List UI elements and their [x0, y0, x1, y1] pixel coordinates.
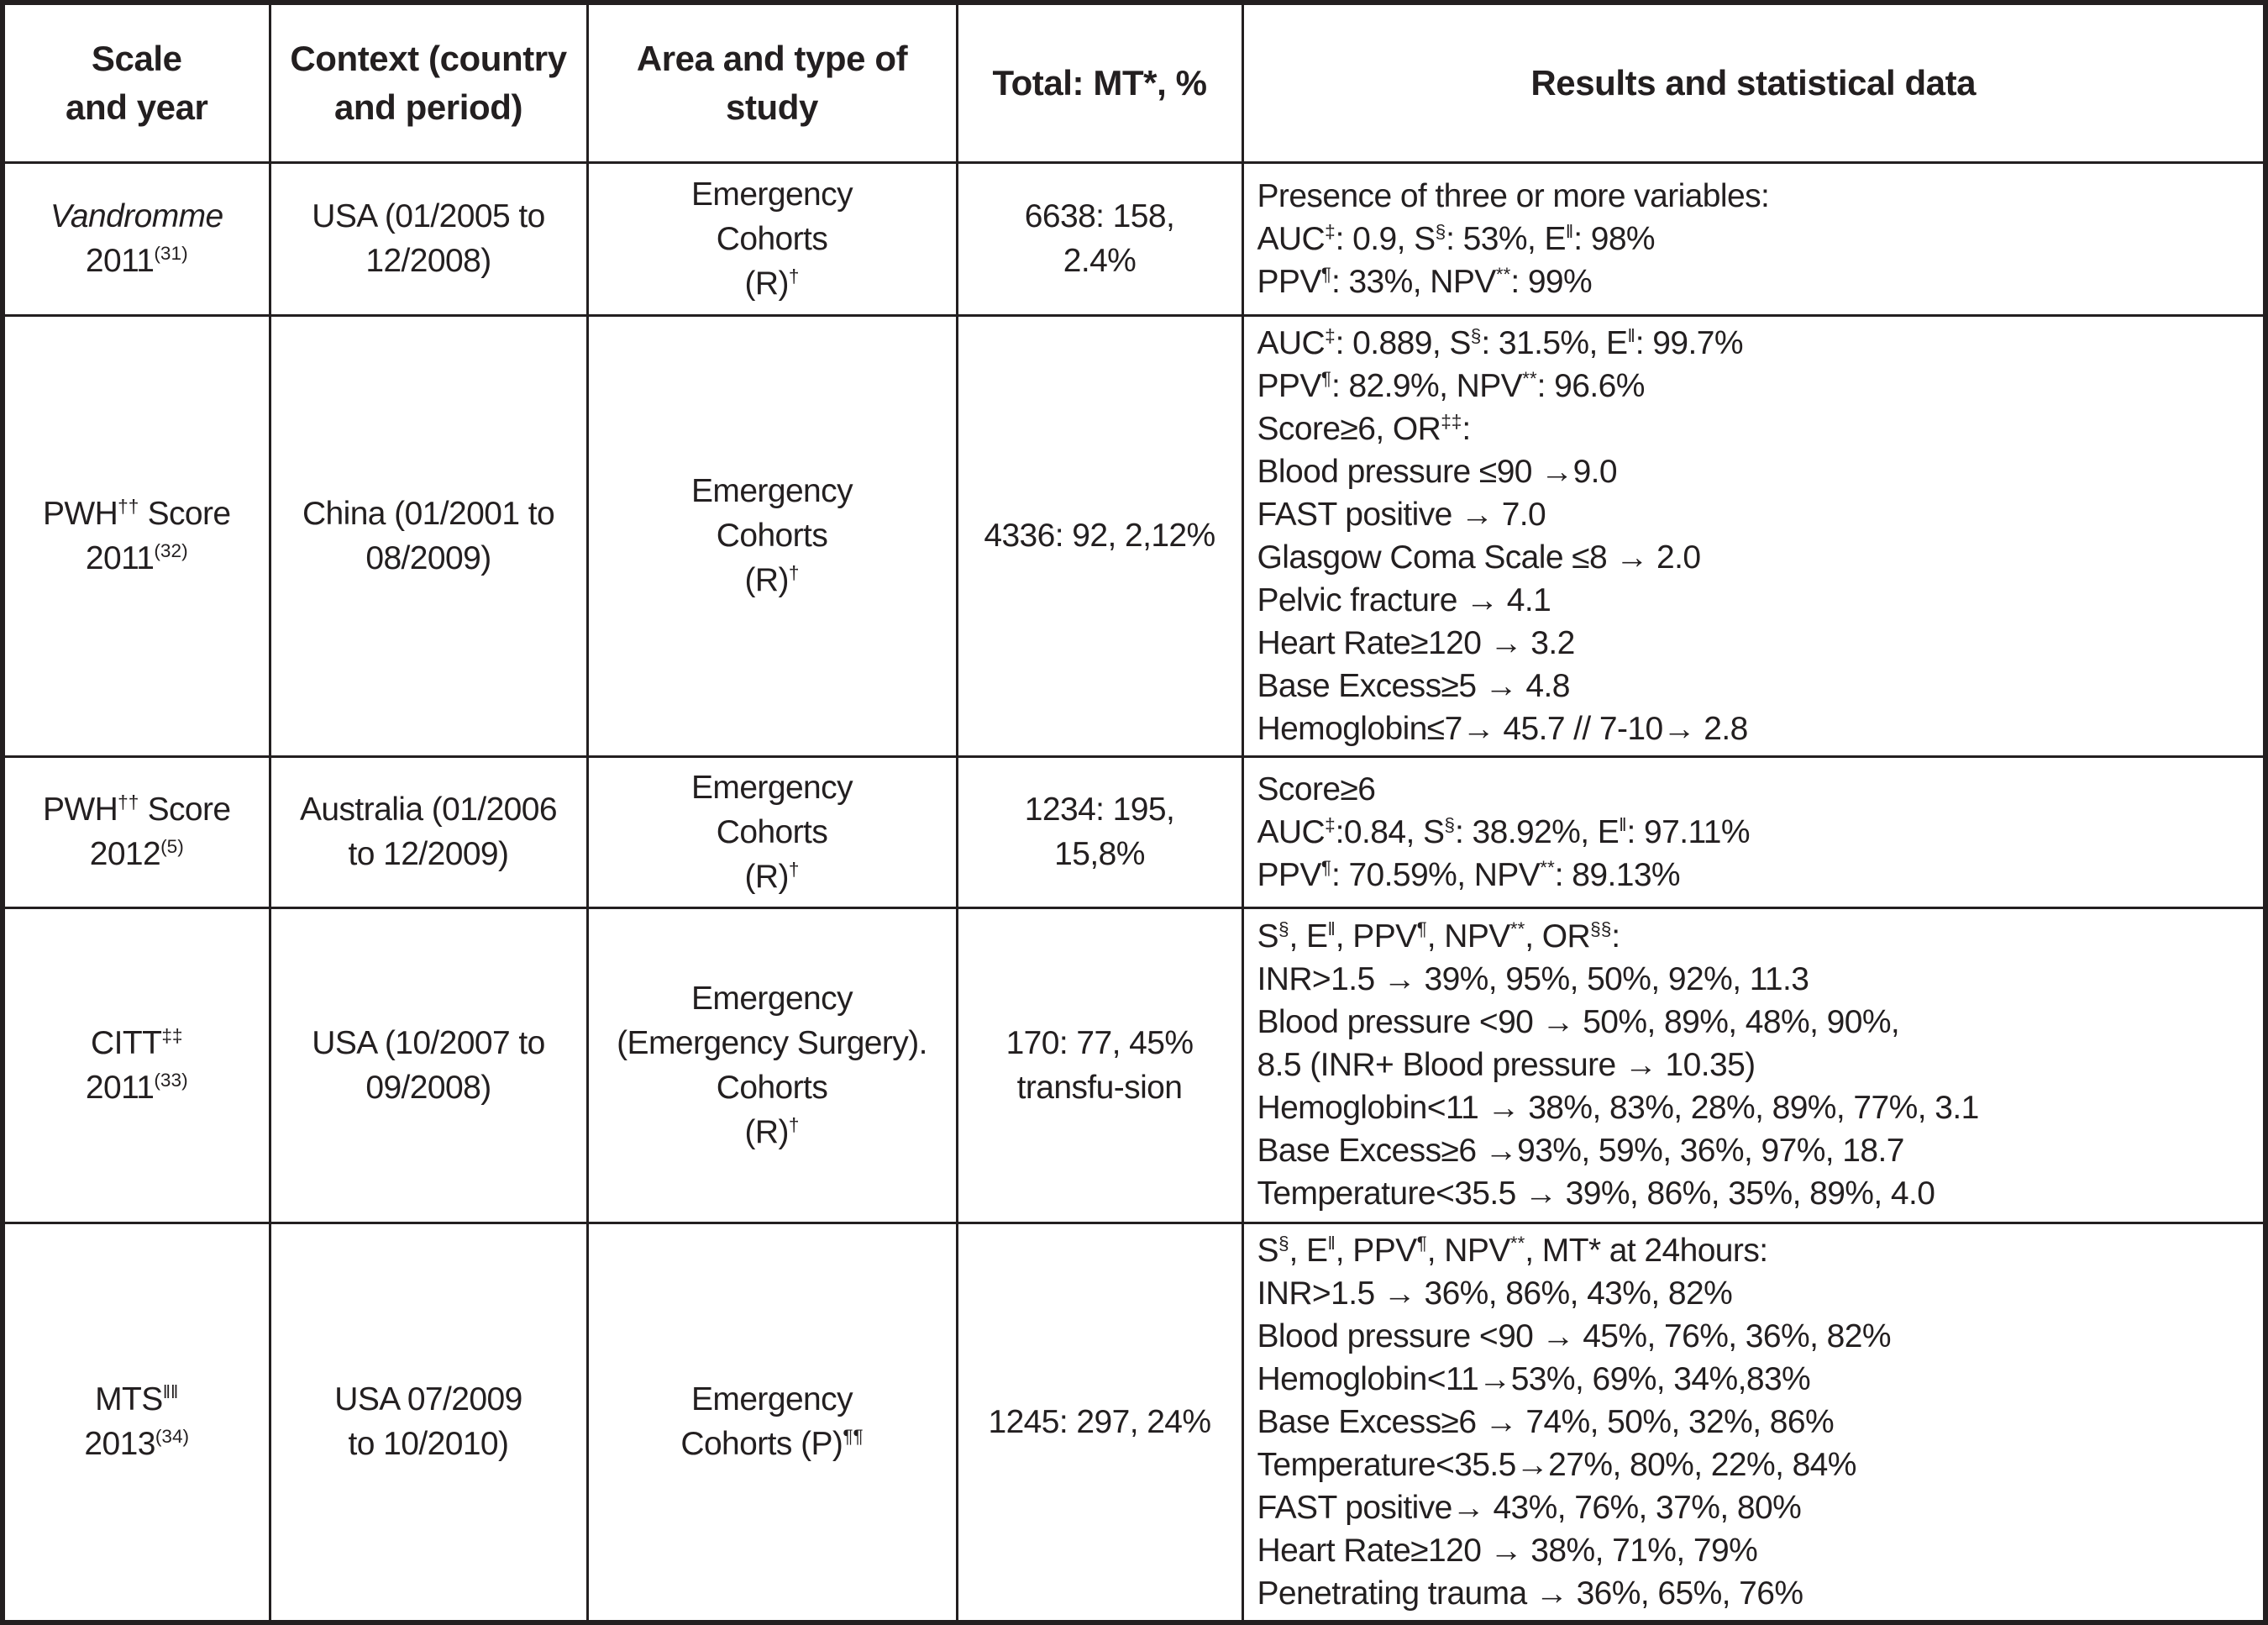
text-line: 09/2008): [365, 1069, 491, 1106]
text-line: PPV¶: 82.9%, NPV**: 96.6%: [1257, 367, 1645, 404]
text-line: Emergency: [691, 1381, 853, 1417]
text-line: Emergency: [691, 980, 853, 1017]
text-line: Pelvic fracture → 4.1: [1257, 581, 1551, 618]
text-line: Emergency: [691, 473, 853, 509]
text-line: 2011$^{(32)}$: [85, 539, 188, 576]
text-line: and period): [333, 87, 523, 127]
text-line: 08/2009): [365, 539, 491, 576]
text-line: Penetrating trauma → 36%, 65%, 76%: [1257, 1575, 1803, 1612]
cell-context: [270, 162, 587, 315]
cell-area: [587, 756, 957, 907]
cell-context: [270, 315, 587, 756]
text-line: Hemoglobin≤7→ 45.7 // 7-10→ 2.8: [1257, 710, 1748, 747]
text-line: 2011$^{(33)}$: [85, 1069, 188, 1106]
table-header: [3, 3, 2265, 162]
text-line: 1234: 195,: [1024, 791, 1175, 828]
column-header-results: [1242, 3, 2265, 162]
text-line: Australia (01/2006: [299, 791, 557, 828]
text-line: PPV¶: 70.59%, NPV**: 89.13%: [1257, 856, 1681, 893]
text-line: Presence of three or more variables:: [1257, 177, 1770, 214]
text-line: Context (country: [290, 38, 567, 78]
cell-area: [587, 315, 957, 756]
text-line: Cohorts: [716, 813, 828, 850]
text-line: Temperature<35.5→27%, 80%, 22%, 84%: [1257, 1446, 1856, 1483]
text-line: Blood pressure <90 → 45%, 76%, 36%, 82%: [1257, 1317, 1891, 1354]
text-line: Cohorts: [716, 220, 828, 257]
text-line: 2013$^{(34)}$: [84, 1426, 190, 1462]
column-header-scale: [3, 3, 270, 162]
text-line: to 10/2010): [348, 1426, 509, 1462]
cell-results: [1242, 1223, 2265, 1622]
text-line: USA (01/2005 to: [312, 198, 545, 234]
text-line: 2011$^{(31)}$: [85, 243, 188, 279]
text-line: Temperature<35.5 → 39%, 86%, 35%, 89%, 4.0: [1257, 1175, 1935, 1212]
text-line: Score≥6, OR‡‡:: [1257, 410, 1471, 447]
text-line: Score≥6: [1257, 770, 1376, 807]
text-line: Base Excess≥5 → 4.8: [1257, 667, 1570, 704]
text-line: 170: 77, 45%: [1005, 1024, 1194, 1061]
column-header-total: [957, 3, 1242, 162]
text-line: (R)†: [744, 265, 800, 302]
text-line: Base Excess≥6 → 74%, 50%, 32%, 86%: [1257, 1403, 1835, 1440]
text-line: Base Excess≥6 →93%, 59%, 36%, 97%, 18.7: [1257, 1133, 1904, 1169]
text-line: Glasgow Coma Scale ≤8 → 2.0: [1257, 539, 1701, 576]
text-line: (R)†: [744, 1113, 800, 1150]
text-line: China (01/2001 to: [302, 495, 555, 532]
cell-scale: [3, 756, 270, 907]
text-line: and year: [66, 87, 208, 127]
cell-results: [1242, 315, 2265, 756]
cell-context: [270, 1223, 587, 1622]
text-line: Cohorts: [716, 1069, 828, 1106]
table-row-citt-2011: [3, 907, 2265, 1223]
text-line: Total: MT*, %: [992, 62, 1207, 103]
text-line: S§, E‖, PPV¶, NPV**, OR§§:: [1257, 918, 1620, 954]
text-line: study: [726, 87, 818, 127]
text-line: Vandromme: [50, 198, 223, 234]
text-line: (R)†: [744, 562, 800, 598]
text-line: Area and type of: [636, 38, 908, 78]
text-line: Heart Rate≥120 → 38%, 71%, 79%: [1257, 1532, 1758, 1569]
table-row-pwh-2012: [3, 756, 2265, 907]
text-line: Hemoglobin<11→53%, 69%, 34%,83%: [1257, 1360, 1811, 1397]
text-line: INR>1.5 → 39%, 95%, 50%, 92%, 11.3: [1257, 961, 1809, 997]
text-line: Emergency: [691, 769, 853, 806]
text-line: FAST positive→ 43%, 76%, 37%, 80%: [1257, 1489, 1802, 1526]
text-line: Results and statistical data: [1530, 62, 1977, 103]
text-line: S§, E‖, PPV¶, NPV**, MT* at 24hours:: [1257, 1232, 1768, 1269]
text-line: INR>1.5 → 36%, 86%, 43%, 82%: [1257, 1275, 1733, 1312]
text-line: PWH†† Score: [42, 495, 231, 532]
text-line: USA 07/2009: [334, 1381, 522, 1417]
text-line: Scale: [91, 38, 182, 78]
cell-total: [957, 907, 1242, 1223]
text-line: Hemoglobin<11 → 38%, 83%, 28%, 89%, 77%, 3.1: [1257, 1090, 1979, 1126]
text-line: (R)†: [744, 858, 800, 895]
cell-scale: [3, 162, 270, 315]
text-line: transfu-sion: [1016, 1069, 1183, 1106]
text-line: Cohorts (P)¶¶: [680, 1426, 864, 1462]
column-header-area: [587, 3, 957, 162]
header-row: [3, 3, 2265, 162]
cell-area: [587, 907, 957, 1223]
text-line: Emergency: [691, 176, 853, 213]
text-line: PPV¶: 33%, NPV**: 99%: [1257, 263, 1593, 300]
text-line: 12/2008): [365, 243, 491, 279]
cell-area: [587, 162, 957, 315]
cell-total: [957, 1223, 1242, 1622]
cell-context: [270, 907, 587, 1223]
text-line: 2.4%: [1063, 243, 1137, 279]
cell-total: [957, 756, 1242, 907]
cell-results: [1242, 162, 2265, 315]
cell-scale: [3, 907, 270, 1223]
text-line: 4336: 92, 2,12%: [984, 518, 1215, 554]
text-line: (Emergency Surgery).: [617, 1024, 927, 1061]
text-line: AUC‡: 0.889, S§: 31.5%, E‖: 99.7%: [1257, 324, 1743, 361]
cell-total: [957, 315, 1242, 756]
text-line: PWH†† Score: [42, 791, 231, 828]
text-line: USA (10/2007 to: [312, 1024, 545, 1061]
cell-results: [1242, 756, 2265, 907]
text-line: AUC‡:0.84, S§: 38.92%, E‖: 97.11%: [1257, 813, 1750, 850]
cell-context: [270, 756, 587, 907]
cell-total: [957, 162, 1242, 315]
cell-scale: [3, 315, 270, 756]
table-row-mts-2013: [3, 1223, 2265, 1622]
cell-area: [587, 1223, 957, 1622]
cell-scale: [3, 1223, 270, 1622]
text-line: Blood pressure <90 → 50%, 89%, 48%, 90%,: [1257, 1004, 1900, 1040]
text-line: Blood pressure ≤90 →9.0: [1257, 453, 1618, 490]
table-body: [3, 162, 2265, 1622]
text-line: FAST positive → 7.0: [1257, 496, 1546, 533]
table-row-pwh-2011: [3, 315, 2265, 756]
text-line: 1245: 297, 24%: [988, 1403, 1211, 1440]
text-line: AUC‡: 0.9, S§: 53%, E‖: 98%: [1257, 220, 1656, 257]
text-line: Cohorts: [716, 518, 828, 554]
text-line: 15,8%: [1054, 836, 1145, 872]
text-line: to 12/2009): [348, 836, 509, 872]
text-line: 6638: 158,: [1024, 198, 1175, 234]
text-line: Heart Rate≥120 → 3.2: [1257, 624, 1575, 661]
text-line: 8.5 (INR+ Blood pressure → 10.35): [1257, 1047, 1756, 1083]
cell-results: [1242, 907, 2265, 1223]
text-line: MTS‖‖: [95, 1381, 179, 1417]
text-line: CITT‡‡: [91, 1024, 183, 1061]
text-line: 2012$^{(5)}$: [89, 836, 184, 872]
column-header-context: [270, 3, 587, 162]
table-row-vandromme-2011: [3, 162, 2265, 315]
